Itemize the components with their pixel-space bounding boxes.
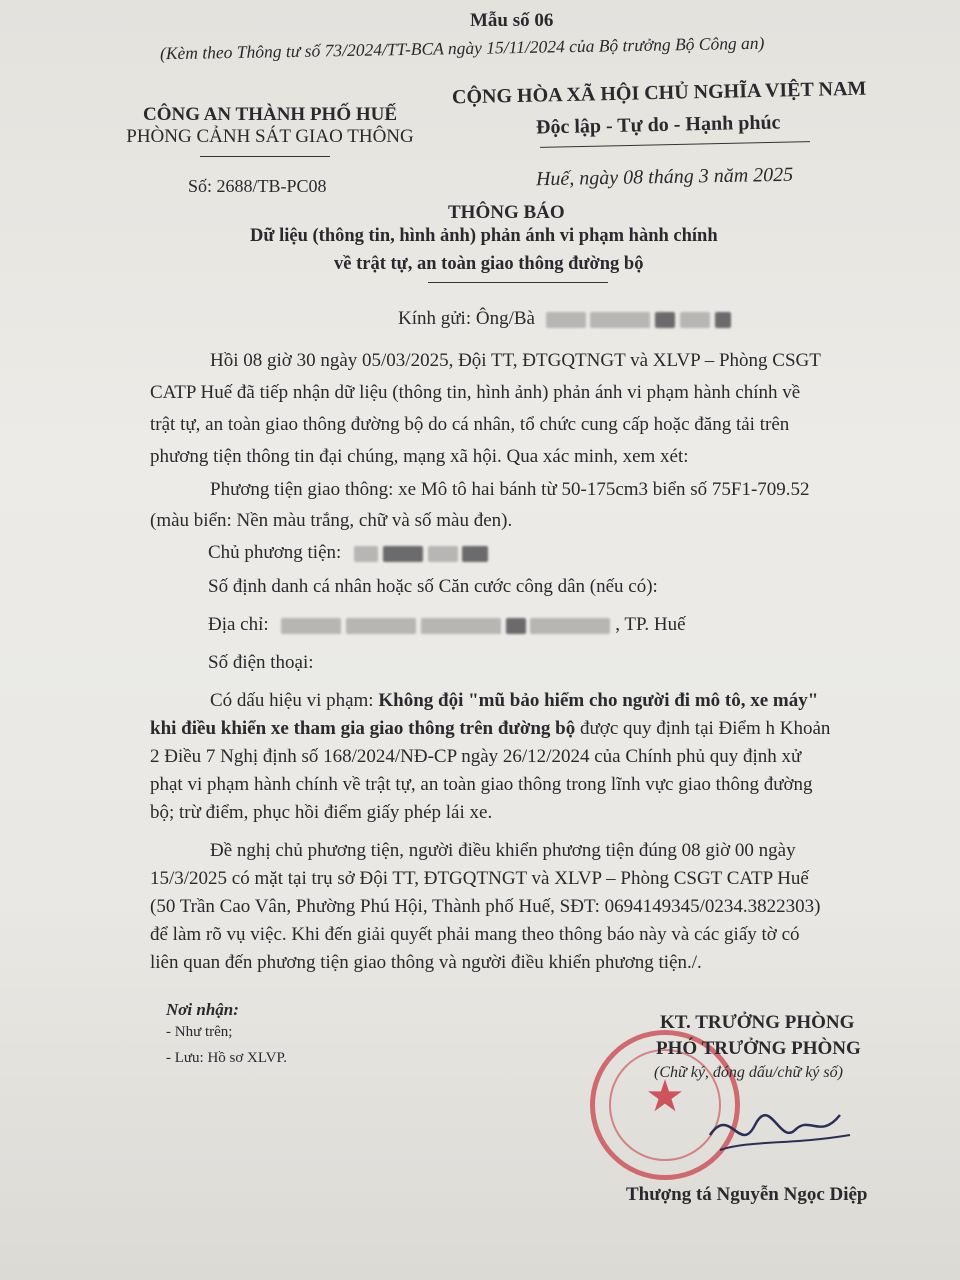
violation-line-1 — [210, 688, 818, 714]
redacted-owner — [383, 546, 423, 562]
agency-name: CÔNG AN THÀNH PHỐ HUẾ — [142, 104, 398, 125]
redacted-name — [715, 312, 731, 328]
redacted-name — [590, 312, 650, 328]
violation-bold-2: khi điều khiển xe tham gia giao thông trên đường bộ — [150, 718, 576, 739]
redacted-name — [546, 312, 586, 328]
redacted-address — [421, 618, 501, 634]
redacted-address — [506, 618, 526, 634]
request-line-1: Đề nghị chủ phương tiện, người điều khiển phương tiện đúng 08 giờ 00 ngày — [210, 840, 796, 861]
violation-line-2-rest: được quy định tại Điểm h Khoản — [575, 718, 831, 739]
document-subtitle-line-1: Dữ liệu (thông tin, hình ảnh) phản ánh vi phạm hành chính — [250, 226, 718, 246]
request-line-3: (50 Trần Cao Vân, Phường Phú Hội, Thành phố Huế, SĐT: 0694149345/0234.3822303) — [150, 896, 821, 917]
paragraph-1-line-1: Hồi 08 giờ 30 ngày 05/03/2025, Đội TT, ĐTGQTNGT và XLVP – Phòng CSGT — [210, 350, 821, 371]
form-reference: (Kèm theo Thông tư số 73/2024/TT-BCA ngày 15/11/2024 của Bộ trưởng Bộ Công an) — [159, 32, 765, 64]
vehicle-line-1: Phương tiện giao thông: xe Mô tô hai bánh từ 50-175cm3 biển số 75F1-709.52 — [210, 479, 810, 500]
redacted-name — [655, 312, 675, 328]
address-label: Địa chỉ: — [208, 614, 269, 635]
redacted-address — [281, 618, 341, 634]
motto-underline — [540, 141, 810, 148]
redacted-owner — [462, 546, 488, 562]
vehicle-line-2: (màu biển: Nền màu trắng, chữ và số màu đen). — [150, 510, 513, 531]
signer-note: (Chữ ký, đóng dấu/chữ ký số) — [654, 1064, 843, 1081]
document-title: THÔNG BÁO — [448, 202, 565, 223]
title-underline — [428, 282, 608, 283]
department-name: PHÒNG CẢNH SÁT GIAO THÔNG — [126, 126, 414, 147]
handwritten-signature — [700, 1095, 860, 1165]
recipients-title: Nơi nhận: — [166, 1000, 239, 1019]
redacted-address — [346, 618, 416, 634]
address-line — [208, 612, 686, 638]
recipient-label: Kính gửi: Ông/Bà — [398, 308, 535, 329]
violation-line-4: phạt vi phạm hành chính về trật tự, an toàn giao thông trong lĩnh vực giao thông đường — [150, 774, 813, 795]
request-line-5: liên quan đến phương tiện giao thông và người điều khiển phương tiện./. — [150, 952, 702, 973]
violation-prefix: Có dấu hiệu vi phạm: — [210, 690, 379, 711]
redacted-owner — [354, 546, 378, 562]
paragraph-1-line-4: phương tiện thông tin đại chúng, mạng xã hội. Qua xác minh, xem xét: — [150, 446, 689, 467]
violation-line-3: 2 Điều 7 Nghị định số 168/2024/NĐ-CP ngày 26/12/2024 của Chính phủ quy định xử — [150, 746, 802, 767]
address-tail: , TP. Huế — [615, 614, 686, 635]
redacted-address — [530, 618, 610, 634]
paragraph-1-line-2: CATP Huế đã tiếp nhận dữ liệu (thông tin, hình ảnh) phản ánh vi phạm hành chính về — [150, 382, 801, 403]
signer-title-2: PHÓ TRƯỞNG PHÒNG — [656, 1038, 861, 1059]
violation-line-2 — [150, 716, 830, 742]
recipient-line — [398, 306, 731, 332]
form-number: Mẫu số 06 — [470, 10, 554, 31]
signer-name: Thượng tá Nguyễn Ngọc Diệp — [626, 1184, 868, 1205]
document-number: Số: 2688/TB-PC08 — [188, 176, 327, 196]
signer-title-1: KT. TRƯỞNG PHÒNG — [660, 1012, 855, 1033]
phone-line: Số điện thoại: — [208, 652, 314, 673]
recipient-item: - Như trên; — [166, 1024, 233, 1040]
paragraph-1-line-3: trật tự, an toàn giao thông đường bộ do cá nhân, tổ chức cung cấp hoặc đăng tải trên — [150, 414, 790, 435]
document-subtitle-line-2: về trật tự, an toàn giao thông đường bộ — [334, 254, 644, 274]
recipient-item: - Lưu: Hồ sơ XLVP. — [166, 1050, 287, 1066]
id-number-line: Số định danh cá nhân hoặc số Căn cước công dân (nếu có): — [208, 576, 658, 597]
request-line-2: 15/3/2025 có mặt tại trụ sở Đội TT, ĐTGQTNGT và XLVP – Phòng CSGT CATP Huế — [150, 868, 809, 889]
star-icon: ★ — [645, 1072, 685, 1121]
agency-underline — [200, 156, 330, 157]
owner-label: Chủ phương tiện: — [208, 542, 342, 563]
violation-bold-1: Không đội "mũ bảo hiểm cho người đi mô tô, xe máy" — [378, 690, 819, 711]
national-motto: Độc lập - Tự do - Hạnh phúc — [535, 111, 781, 139]
redacted-name — [680, 312, 710, 328]
redacted-owner — [428, 546, 458, 562]
request-line-4: để làm rõ vụ việc. Khi đến giải quyết phải mang theo thông báo này và các giấy tờ có — [150, 924, 800, 945]
owner-line — [208, 540, 488, 566]
country-name: CỘNG HÒA XÃ HỘI CHỦ NGHĨA VIỆT NAM — [451, 77, 867, 109]
place-date: Huế, ngày 08 tháng 3 năm 2025 — [535, 163, 794, 191]
violation-line-5: bộ; trừ điểm, phục hồi điểm giấy phép lái xe. — [150, 802, 493, 823]
